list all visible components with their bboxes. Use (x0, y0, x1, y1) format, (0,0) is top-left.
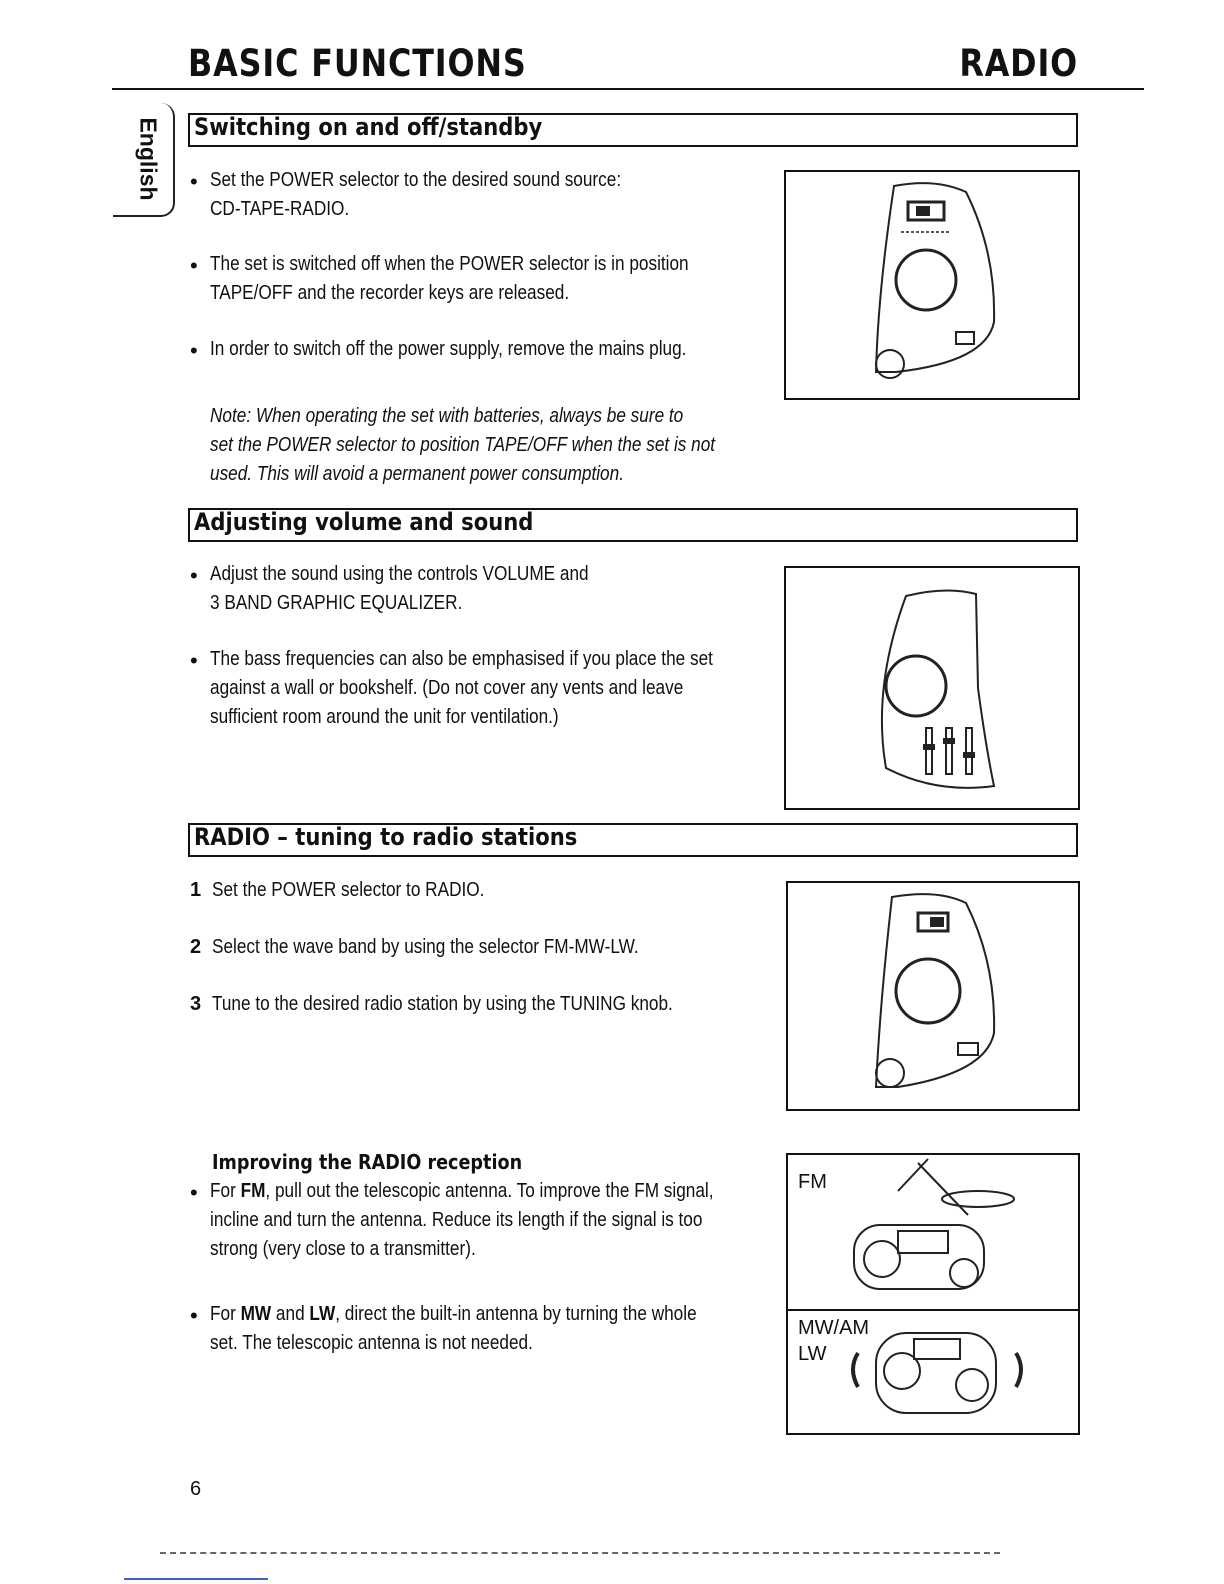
text-run-bold: FM (240, 1180, 266, 1202)
text-run: and (271, 1303, 310, 1325)
volume-bullet-2-line-1: The bass frequencies can also be emphasised if you place the set (210, 648, 713, 670)
figure-tuning (786, 881, 1080, 1111)
subsection-heading-reception: Improving the RADIO reception (212, 1150, 523, 1174)
volume-equalizer-illustration (786, 568, 1078, 808)
section-title: RADIO – tuning to radio stations (194, 823, 578, 851)
section-heading-power (188, 113, 1078, 147)
step-number: 3 (190, 993, 202, 1015)
power-note-line-2: set the POWER selector to position TAPE/OFF when the set is not (210, 434, 716, 456)
text-run: For (210, 1180, 241, 1202)
figure-volume-equalizer (784, 566, 1080, 810)
step-number: 2 (190, 936, 202, 958)
reception-fm-line-3: strong (very close to a transmitter). (210, 1238, 476, 1260)
power-note-line-3: used. This will avoid a permanent power consumption. (210, 463, 624, 485)
header-rule (112, 88, 1144, 90)
radio-step-2: Select the wave band by using the selector FM-MW-LW. (212, 936, 639, 958)
bullet-dot: • (190, 563, 198, 588)
bullet-dot: • (190, 1303, 198, 1328)
volume-bullet-2-line-3: sufficient room around the unit for ventilation.) (210, 706, 559, 728)
text-run: For (210, 1303, 241, 1325)
bullet-dot: • (190, 169, 198, 194)
page-title: BASIC FUNCTIONS (188, 42, 527, 85)
section-title: Switching on and off/standby (194, 113, 543, 141)
bullet-dot: • (190, 338, 198, 363)
figure-fm-antenna (786, 1153, 1080, 1311)
power-bullet-3-line-1: In order to switch off the power supply, remove the mains plug. (210, 338, 687, 360)
power-bullet-1-line-1: Set the POWER selector to the desired sound source: (210, 169, 622, 191)
reception-mw-line-1 (210, 1300, 697, 1329)
power-bullet-2-line-1: The set is switched off when the POWER selector is in position (210, 253, 689, 275)
chapter-title: RADIO (959, 42, 1078, 85)
page-number: 6 (190, 1478, 202, 1500)
section-heading-volume (188, 508, 1078, 542)
bullet-dot: • (190, 1180, 198, 1205)
figure-mw-lw-antenna (786, 1309, 1080, 1435)
reception-mw-line-2: set. The telescopic antenna is not needed. (210, 1332, 533, 1354)
language-tab-label: English (135, 117, 162, 201)
text-run-bold: LW (309, 1303, 336, 1325)
section-heading-radio (188, 823, 1078, 857)
figure-power-selector (784, 170, 1080, 400)
power-bullet-1-line-2: CD-TAPE-RADIO. (210, 198, 350, 220)
text-run: , pull out the telescopic antenna. To improve the FM signal, (265, 1180, 714, 1202)
mw-label: MW/AM (798, 1317, 870, 1339)
radio-step-1: Set the POWER selector to RADIO. (212, 879, 485, 901)
reception-fm-line-1 (210, 1177, 714, 1206)
bullet-dot: • (190, 253, 198, 278)
power-note-line-1: Note: When operating the set with batteries, always be sure to (210, 405, 684, 427)
text-run-bold: MW (240, 1303, 272, 1325)
fm-label: FM (798, 1171, 827, 1193)
fm-antenna-illustration (788, 1155, 1078, 1309)
power-selector-illustration (786, 172, 1078, 398)
bullet-dot: • (190, 648, 198, 673)
radio-step-3: Tune to the desired radio station by using the TUNING knob. (212, 993, 673, 1015)
volume-bullet-1-line-2: 3 BAND GRAPHIC EQUALIZER. (210, 592, 463, 614)
footer-dashed-rule (160, 1552, 1000, 1554)
reception-fm-line-2: incline and turn the antenna. Reduce its length if the signal is too (210, 1209, 703, 1231)
volume-bullet-1-line-1: Adjust the sound using the controls VOLUME and (210, 563, 589, 585)
step-number: 1 (190, 879, 202, 901)
section-title: Adjusting volume and sound (194, 508, 534, 536)
power-bullet-2-line-2: TAPE/OFF and the recorder keys are released. (210, 282, 570, 304)
volume-bullet-2-line-2: against a wall or bookshelf. (Do not cover any vents and leave (210, 677, 684, 699)
footer-link-line (124, 1578, 268, 1580)
text-run: , direct the built-in antenna by turning the whole (335, 1303, 697, 1325)
tuning-illustration (788, 883, 1078, 1109)
lw-label: LW (798, 1343, 827, 1365)
